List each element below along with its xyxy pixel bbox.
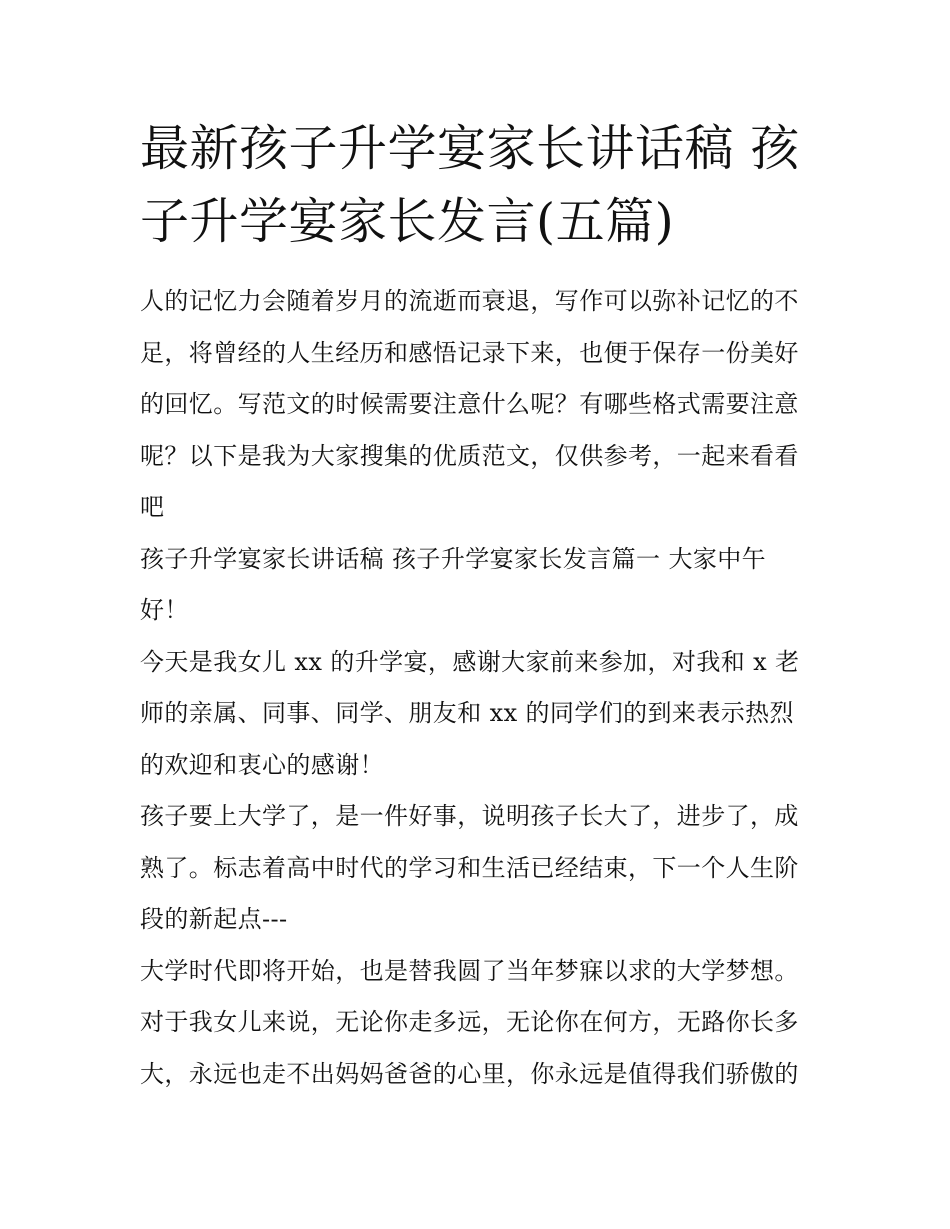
text-line: 大，永远也走不出妈妈爸爸的心里，你永远是值得我们骄傲的 [140,1059,799,1088]
text-line: 大学时代即将开始，也是替我圆了当年梦寐以求的大学梦想。 [140,956,799,985]
text-line: 今天是我女儿 xx 的升学宴，感谢大家前来参加，对我和 x 老 [140,647,800,676]
paragraph-thanks [140,637,820,792]
document-title [140,112,820,258]
text-line: 呢？以下是我为大家搜集的优质范文，仅供参考，一起来看看 [140,441,799,470]
text-line: 对于我女儿来说，无论你走多远，无论你在何方，无路你长多 [140,1008,799,1036]
paragraph-college [140,946,820,1101]
text-line: 好！ [140,596,189,624]
text-line: 足，将曾经的人生经历和感悟记录下来，也便于保存一份美好 [140,338,799,367]
text-line: 段的新起点--- [140,905,288,933]
paragraph-growth [140,791,820,946]
text-line: 的欢迎和衷心的感谢！ [140,750,384,779]
text-line: 孩子升学宴家长讲话稿 孩子升学宴家长发言篇一 大家中午 [140,544,767,573]
paragraph-intro [140,276,820,534]
document-body [140,276,820,1100]
text-line: 师的亲属、同事、同学、朋友和 xx 的同学们的到来表示热烈 [140,699,794,727]
text-line: 的回忆。写范文的时候需要注意什么呢？有哪些格式需要注意 [140,390,799,418]
paragraph-section-heading [140,534,820,637]
text-line: 吧 [140,493,165,521]
title-line-2: 子升学宴家长发言(五篇) [140,193,675,250]
text-line: 孩子要上大学了，是一件好事，说明孩子长大了，进步了，成 [140,802,799,830]
title-line-1: 最新孩子升学宴家长讲话稿 孩 [140,120,800,177]
text-line: 熟了。标志着高中时代的学习和生活已经结束，下一个人生阶 [140,853,799,882]
text-line: 人的记忆力会随着岁月的流逝而衰退，写作可以弥补记忆的不 [140,287,799,315]
